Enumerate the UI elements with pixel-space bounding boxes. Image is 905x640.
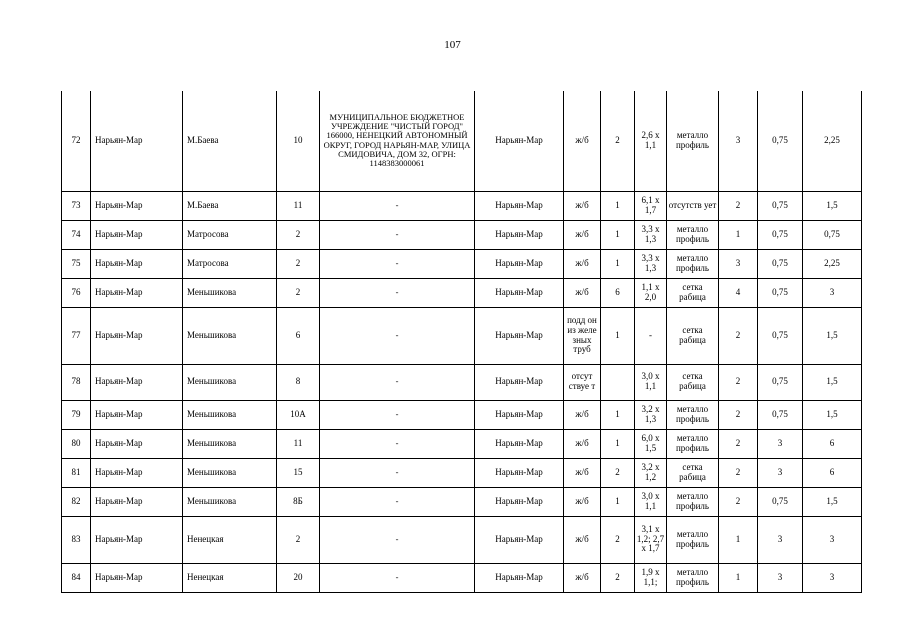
table-row (62, 91, 862, 191)
house-number-cell: 2 (277, 220, 320, 249)
site-count-cell: 1 (601, 220, 635, 249)
row-number: 81 (62, 458, 91, 487)
site-count-cell: 6 (601, 278, 635, 307)
locality-cell: Нарьян-Мар (475, 249, 564, 278)
locality-cell: Нарьян-Мар (475, 429, 564, 458)
street-cell: Ненецкая (183, 516, 277, 563)
row-number: 72 (62, 91, 91, 191)
waste-sites-table (61, 91, 862, 593)
locality-cell: Нарьян-Мар (475, 458, 564, 487)
city-cell: Нарьян-Мар (91, 400, 183, 429)
city-cell: Нарьян-Мар (91, 191, 183, 220)
container-count-cell: 1 (719, 220, 758, 249)
container-volume-cell: 0,75 (758, 487, 803, 516)
surface-cell: ж/б (564, 249, 601, 278)
city-cell: Нарьян-Мар (91, 516, 183, 563)
city-cell: Нарьян-Мар (91, 563, 183, 592)
fence-cell: металло профиль (667, 220, 719, 249)
row-number: 75 (62, 249, 91, 278)
table-row (62, 191, 862, 220)
fence-cell: металло профиль (667, 429, 719, 458)
owner-cell: - (320, 429, 475, 458)
total-volume-cell: 1,5 (803, 191, 862, 220)
site-count-cell: 2 (601, 516, 635, 563)
table-row (62, 516, 862, 563)
street-cell: Меньшикова (183, 278, 277, 307)
site-count-cell (601, 364, 635, 400)
site-size-cell: 3,1 х 1,2; 2,7 х 1,7 (635, 516, 667, 563)
row-number: 76 (62, 278, 91, 307)
fence-cell: сетка рабица (667, 278, 719, 307)
fence-cell: металло профиль (667, 516, 719, 563)
city-cell: Нарьян-Мар (91, 487, 183, 516)
fence-cell: металло профиль (667, 91, 719, 191)
container-count-cell: 2 (719, 487, 758, 516)
street-cell: Матросова (183, 220, 277, 249)
page-number: 107 (444, 39, 461, 51)
site-count-cell: 2 (601, 458, 635, 487)
total-volume-cell: 2,25 (803, 91, 862, 191)
fence-cell: металло профиль (667, 563, 719, 592)
site-size-cell: - (635, 307, 667, 364)
street-cell: М.Баева (183, 91, 277, 191)
fence-cell: сетка рабица (667, 364, 719, 400)
fence-cell: отсутств ует (667, 191, 719, 220)
street-cell: М.Баева (183, 191, 277, 220)
surface-cell: ж/б (564, 563, 601, 592)
street-cell: Ненецкая (183, 563, 277, 592)
container-volume-cell: 0,75 (758, 220, 803, 249)
surface-cell: ж/б (564, 400, 601, 429)
city-cell: Нарьян-Мар (91, 249, 183, 278)
row-number: 83 (62, 516, 91, 563)
container-volume-cell: 3 (758, 563, 803, 592)
container-volume-cell: 0,75 (758, 91, 803, 191)
site-size-cell: 3,2 х 1,2 (635, 458, 667, 487)
site-size-cell: 6,1 х 1,7 (635, 191, 667, 220)
house-number-cell: 10А (277, 400, 320, 429)
locality-cell: Нарьян-Мар (475, 307, 564, 364)
total-volume-cell: 0,75 (803, 220, 862, 249)
site-count-cell: 2 (601, 563, 635, 592)
container-count-cell: 3 (719, 249, 758, 278)
row-number: 73 (62, 191, 91, 220)
surface-cell: ж/б (564, 191, 601, 220)
container-volume-cell: 0,75 (758, 400, 803, 429)
container-volume-cell: 3 (758, 429, 803, 458)
table-row (62, 487, 862, 516)
row-number: 82 (62, 487, 91, 516)
container-count-cell: 2 (719, 458, 758, 487)
owner-cell: - (320, 220, 475, 249)
total-volume-cell: 1,5 (803, 487, 862, 516)
fence-cell: металло профиль (667, 249, 719, 278)
site-count-cell: 1 (601, 487, 635, 516)
total-volume-cell: 3 (803, 516, 862, 563)
house-number-cell: 2 (277, 278, 320, 307)
container-count-cell: 1 (719, 563, 758, 592)
container-volume-cell: 3 (758, 458, 803, 487)
site-size-cell: 2,6 х 1,1 (635, 91, 667, 191)
row-number: 77 (62, 307, 91, 364)
street-cell: Меньшикова (183, 400, 277, 429)
city-cell: Нарьян-Мар (91, 278, 183, 307)
house-number-cell: 8 (277, 364, 320, 400)
total-volume-cell: 1,5 (803, 307, 862, 364)
row-number: 79 (62, 400, 91, 429)
container-volume-cell: 3 (758, 516, 803, 563)
house-number-cell: 10 (277, 91, 320, 191)
surface-cell: ж/б (564, 91, 601, 191)
city-cell: Нарьян-Мар (91, 307, 183, 364)
fence-cell: металло профиль (667, 487, 719, 516)
site-size-cell: 3,3 х 1,3 (635, 220, 667, 249)
row-number: 74 (62, 220, 91, 249)
house-number-cell: 11 (277, 429, 320, 458)
house-number-cell: 11 (277, 191, 320, 220)
container-count-cell: 1 (719, 516, 758, 563)
fence-cell: сетка рабица (667, 458, 719, 487)
house-number-cell: 2 (277, 249, 320, 278)
container-count-cell: 2 (719, 429, 758, 458)
locality-cell: Нарьян-Мар (475, 563, 564, 592)
owner-cell: - (320, 400, 475, 429)
surface-cell: ж/б (564, 429, 601, 458)
site-size-cell: 3,0 х 1,1 (635, 487, 667, 516)
site-size-cell: 3,3 х 1,3 (635, 249, 667, 278)
surface-cell: ж/б (564, 458, 601, 487)
table-row (62, 429, 862, 458)
site-count-cell: 1 (601, 429, 635, 458)
owner-cell: - (320, 249, 475, 278)
row-number: 80 (62, 429, 91, 458)
locality-cell: Нарьян-Мар (475, 487, 564, 516)
locality-cell: Нарьян-Мар (475, 400, 564, 429)
house-number-cell: 8Б (277, 487, 320, 516)
container-volume-cell: 0,75 (758, 364, 803, 400)
owner-cell: - (320, 563, 475, 592)
container-volume-cell: 0,75 (758, 307, 803, 364)
container-count-cell: 2 (719, 400, 758, 429)
row-number: 78 (62, 364, 91, 400)
container-count-cell: 2 (719, 307, 758, 364)
site-count-cell: 1 (601, 249, 635, 278)
surface-cell: ж/б (564, 278, 601, 307)
site-size-cell: 1,1 х 2,0 (635, 278, 667, 307)
table-row (62, 220, 862, 249)
street-cell: Матросова (183, 249, 277, 278)
site-count-cell: 1 (601, 400, 635, 429)
site-size-cell: 6,0 х 1,5 (635, 429, 667, 458)
locality-cell: Нарьян-Мар (475, 91, 564, 191)
house-number-cell: 2 (277, 516, 320, 563)
city-cell: Нарьян-Мар (91, 91, 183, 191)
house-number-cell: 6 (277, 307, 320, 364)
total-volume-cell: 6 (803, 458, 862, 487)
total-volume-cell: 3 (803, 563, 862, 592)
table-row (62, 249, 862, 278)
fence-cell: металло профиль (667, 400, 719, 429)
container-volume-cell: 0,75 (758, 191, 803, 220)
city-cell: Нарьян-Мар (91, 458, 183, 487)
surface-cell: подд он из желе зных труб (564, 307, 601, 364)
owner-cell: - (320, 191, 475, 220)
owner-cell: - (320, 458, 475, 487)
total-volume-cell: 2,25 (803, 249, 862, 278)
street-cell: Меньшикова (183, 429, 277, 458)
site-size-cell: 3,2 х 1,3 (635, 400, 667, 429)
table-row (62, 458, 862, 487)
container-count-cell: 4 (719, 278, 758, 307)
surface-cell: ж/б (564, 220, 601, 249)
total-volume-cell: 1,5 (803, 364, 862, 400)
table-row (62, 364, 862, 400)
container-volume-cell: 0,75 (758, 249, 803, 278)
owner-cell: - (320, 364, 475, 400)
table-row (62, 400, 862, 429)
container-count-cell: 2 (719, 364, 758, 400)
site-count-cell: 1 (601, 191, 635, 220)
container-count-cell: 3 (719, 91, 758, 191)
street-cell: Меньшикова (183, 458, 277, 487)
city-cell: Нарьян-Мар (91, 364, 183, 400)
surface-cell: ж/б (564, 516, 601, 563)
house-number-cell: 20 (277, 563, 320, 592)
row-number: 84 (62, 563, 91, 592)
fence-cell: сетка рабица (667, 307, 719, 364)
locality-cell: Нарьян-Мар (475, 364, 564, 400)
total-volume-cell: 6 (803, 429, 862, 458)
site-count-cell: 2 (601, 91, 635, 191)
site-count-cell: 1 (601, 307, 635, 364)
total-volume-cell: 3 (803, 278, 862, 307)
table-row (62, 563, 862, 592)
table-row (62, 307, 862, 364)
street-cell: Меньшикова (183, 487, 277, 516)
owner-cell: - (320, 516, 475, 563)
city-cell: Нарьян-Мар (91, 429, 183, 458)
container-count-cell: 2 (719, 191, 758, 220)
container-volume-cell: 0,75 (758, 278, 803, 307)
house-number-cell: 15 (277, 458, 320, 487)
locality-cell: Нарьян-Мар (475, 220, 564, 249)
surface-cell: ж/б (564, 487, 601, 516)
owner-cell: МУНИЦИПАЛЬНОЕ БЮДЖЕТНОЕ УЧРЕЖДЕНИЕ "ЧИСТЫЙ ГОРОД" 166000, НЕНЕЦКИЙ АВТОНОМНЫЙ ОКРУГ, ГОРОД НАРЬЯН-МАР, УЛИЦА СМИДОВИЧА, ДОМ 32, ОГРН: 1148383000061 (320, 91, 475, 191)
owner-cell: - (320, 487, 475, 516)
owner-cell: - (320, 307, 475, 364)
street-cell: Меньшикова (183, 307, 277, 364)
locality-cell: Нарьян-Мар (475, 191, 564, 220)
site-size-cell: 1,9 х 1,1; (635, 563, 667, 592)
street-cell: Меньшикова (183, 364, 277, 400)
locality-cell: Нарьян-Мар (475, 516, 564, 563)
city-cell: Нарьян-Мар (91, 220, 183, 249)
owner-cell: - (320, 278, 475, 307)
total-volume-cell: 1,5 (803, 400, 862, 429)
locality-cell: Нарьян-Мар (475, 278, 564, 307)
site-size-cell: 3,0 х 1,1 (635, 364, 667, 400)
table-row (62, 278, 862, 307)
surface-cell: отсут ствуе т (564, 364, 601, 400)
